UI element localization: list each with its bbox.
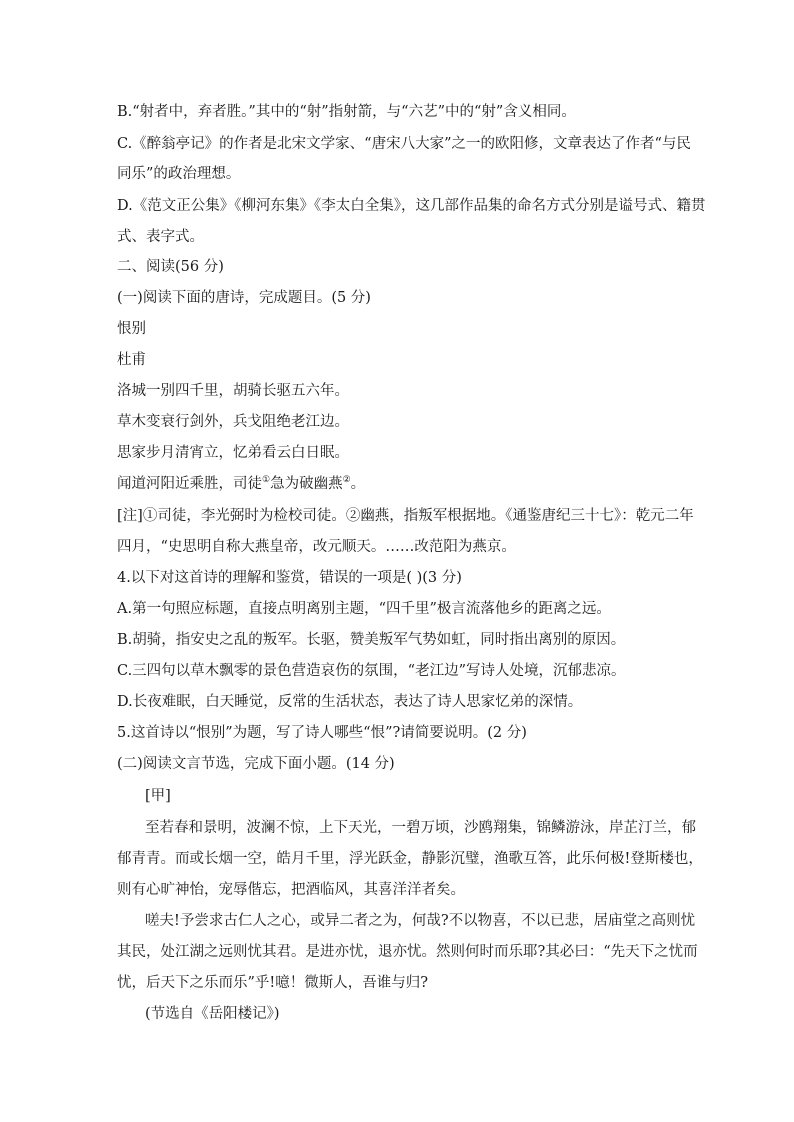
- subsection-heading-poem: (一)阅读下面的唐诗，完成题目。(5 分): [117, 290, 371, 306]
- poem-line-4-pre: 闻道河阳近乘胜，司徒: [117, 476, 262, 492]
- poem-line-4-mid: 急为破幽燕: [270, 476, 343, 492]
- question-5: 5.这首诗以“恨别”为题，写了诗人哪些“恨”?请简要说明。(2 分): [117, 725, 527, 741]
- poem-line-4: [117, 474, 365, 494]
- passage-para2-line1: 嗟夫!予尝求古仁人之心，或异二者之为，何哉?不以物喜，不以已悲，居庙堂之高则忧: [145, 913, 696, 929]
- section-heading-reading: 二、阅读(56 分): [117, 259, 224, 275]
- question-4-option-c: C.三四句以草木飘零的景色营造哀伤的氛围，“老江边”写诗人处境，沉郁悲凉。: [117, 663, 626, 679]
- passage-para1-line2: 郁青青。而或长烟一空，皓月千里，浮光跃金，静影沉璧，渔歌互答，此乐何极!登斯楼也，: [117, 851, 703, 867]
- passage-source: (节选自《岳阳楼记》): [145, 1006, 280, 1022]
- poem-note-continued: 四月，“史思明自称大燕皇帝，改元顺天。……改范阳为燕京。: [117, 539, 516, 555]
- question-4-option-d: D.长夜难眠，白天睡觉，反常的生活状态，表达了诗人思家忆弟的深情。: [117, 694, 583, 710]
- passage-para2-line2: 其民，处江湖之远则忧其君。是进亦忧，退亦忧。然则何时而乐耶?其必曰：“先天下之忧而: [117, 944, 698, 960]
- question-4-option-a: A.第一句照应标题，直接点明离别主题，“四千里”极言流落他乡的距离之远。: [117, 601, 611, 617]
- passage-para1-line3: 则有心旷神怡，宠辱偕忘，把酒临风，其喜洋洋者矣。: [117, 882, 465, 898]
- poem-title: 恨别: [117, 321, 146, 337]
- question-4-option-b: B.胡骑，指安史之乱的叛军。长驱，赞美叛军气势如虹，同时指出离别的原因。: [117, 632, 626, 648]
- passage-para1-line1: 至若春和景明，波澜不惊，上下天光，一碧万顷，沙鸥翔集，锦鳞游泳，岸芷汀兰，郁: [145, 820, 696, 836]
- question-4: 4.以下对这首诗的理解和鉴赏，错误的一项是( )(3 分): [117, 570, 462, 586]
- option-c-zuiwengting: C.《醉翁亭记》的作者是北宋文学家、“唐宋八大家”之一的欧阳修，文章表达了作者“与民: [117, 136, 691, 152]
- poem-note: [注]①司徒，李光弼时为检校司徒。②幽燕，指叛军根据地。《通鉴唐纪三十七》：乾元二年: [117, 508, 694, 524]
- option-d-continued: 式、表字式。: [117, 229, 204, 245]
- option-b-sheji: B.“射者中，弃者胜。”其中的“射”指射箭，与“六艺”中的“射”含义相同。: [117, 104, 576, 120]
- poem-line-2: 草木变衰行剑外，兵戈阻绝老江边。: [117, 414, 349, 430]
- subsection-heading-classical: (二)阅读文言节选，完成下面小题。(14 分): [117, 756, 395, 772]
- footnote-marker-2: ②: [342, 475, 351, 486]
- poem-author: 杜甫: [117, 352, 146, 368]
- passage-label-jia: [甲]: [145, 788, 171, 804]
- poem-line-4-post: 。: [350, 476, 366, 492]
- option-c-continued: 同乐”的政治理想。: [117, 166, 241, 182]
- option-d-collections: D.《范文正公集》《柳河东集》《李太白全集》，这几部作品集的命名方式分别是谥号式、籍贯: [117, 198, 706, 214]
- poem-line-1: 洛城一别四千里，胡骑长驱五六年。: [117, 383, 349, 399]
- passage-para2-line3: 忧，后天下之乐而乐”乎!噫！微斯人，吾谁与归?: [117, 975, 429, 991]
- poem-line-3: 思家步月清宵立，忆弟看云白日眠。: [117, 445, 349, 461]
- footnote-marker-1: ①: [262, 475, 271, 486]
